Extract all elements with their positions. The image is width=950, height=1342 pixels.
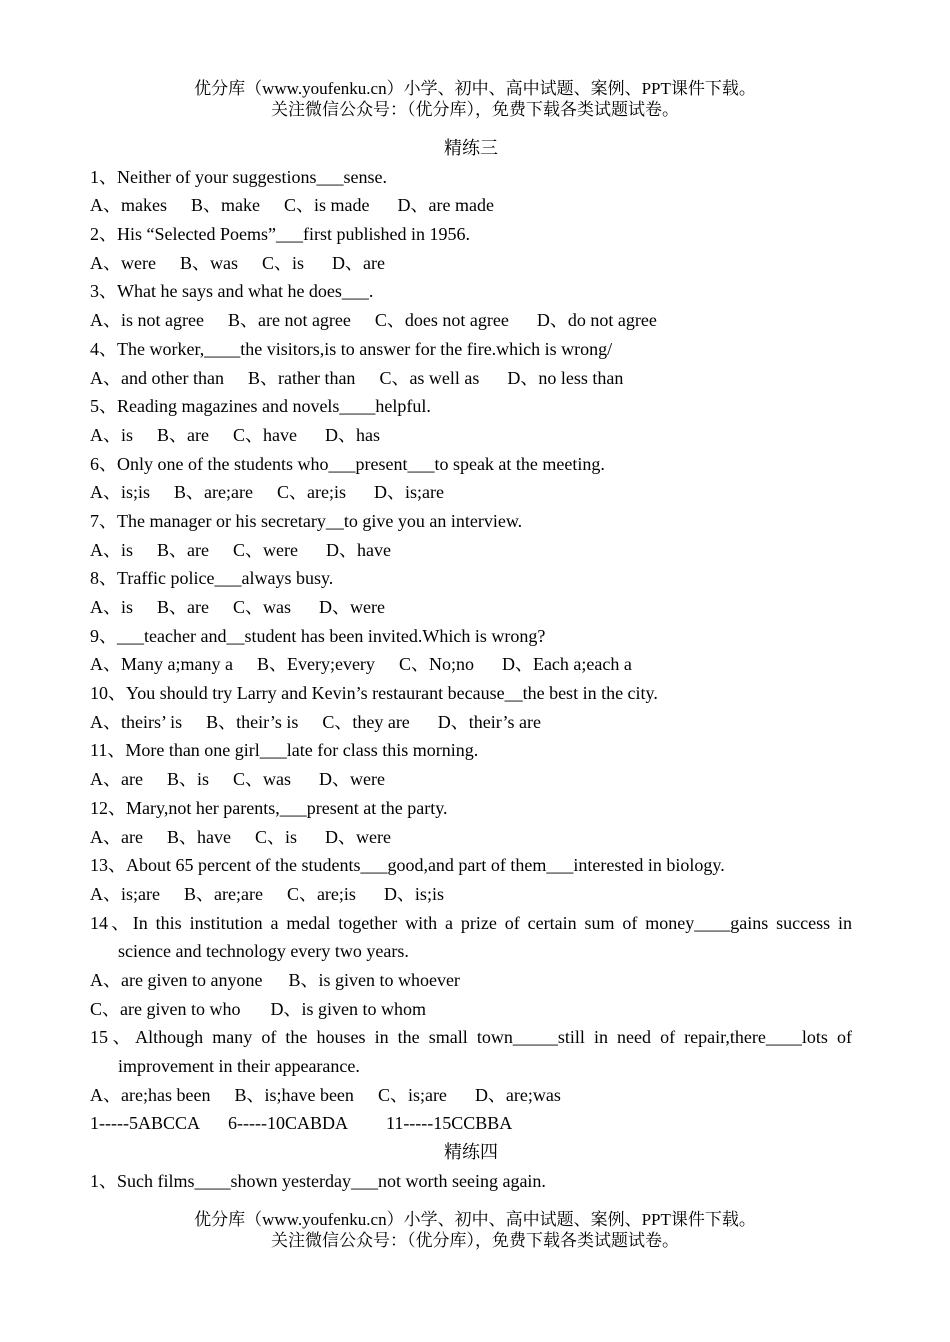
option-b: B、are;are: [174, 482, 253, 503]
question-6-options: [90, 478, 852, 507]
option-b: B、was: [179, 252, 238, 273]
option-d: D、were: [319, 769, 385, 790]
option-d: D、is;is: [383, 883, 444, 904]
option-c: C、No;no: [398, 654, 474, 675]
option-c: C、is: [254, 826, 297, 847]
page-header: [0, 78, 950, 120]
option-c: C、have: [233, 424, 297, 445]
option-a: A、are: [90, 769, 143, 790]
question-10-options: [90, 708, 852, 737]
question-14-line-1: 14、In this institution a medal together with a prize of certain sum of money____gains success in: [90, 912, 852, 933]
option-d: D、have: [325, 539, 391, 560]
question-4: 4、The worker,____the visitors,is to answer for the fire.which is wrong/: [90, 338, 613, 359]
option-d: D、has: [324, 424, 380, 445]
option-d: D、no less than: [507, 367, 624, 388]
option-b: B、is given to whoever: [288, 969, 460, 990]
question-7-options: [90, 536, 852, 565]
option-c: C、they are: [322, 711, 410, 732]
question-15-line-1: 15、Although many of the houses in the small town_____still in need of repair,there____lots of: [90, 1027, 852, 1048]
option-d: D、is given to whom: [270, 998, 426, 1019]
question-2-options: [90, 249, 852, 278]
answer-group-3: 11-----15CCBBA: [385, 1113, 513, 1134]
option-a: A、and other than: [90, 367, 224, 388]
answer-group-2: 6-----10CABDA: [228, 1113, 348, 1134]
option-a: A、Many a;many a: [90, 654, 233, 675]
option-a: A、theirs’ is: [90, 711, 183, 732]
option-c: C、as well as: [379, 367, 480, 388]
option-c: C、is: [261, 252, 304, 273]
option-c: C、are;is: [286, 883, 356, 904]
header-line-1: 优分库（www.youfenku.cn）小学、初中、高中试题、案例、PPT课件下载。: [194, 79, 756, 98]
question-14-options-row-2: [90, 995, 852, 1024]
question-2: 2、His “Selected Poems”___first published in 1956.: [90, 224, 470, 245]
option-a: A、makes: [90, 195, 167, 216]
option-a: A、is: [90, 424, 134, 445]
option-a: A、is: [90, 539, 134, 560]
question-11: 11、More than one girl___late for class this morning.: [90, 740, 479, 761]
option-d: D、their’s are: [437, 711, 541, 732]
section-title-4: 精练四: [444, 1142, 498, 1163]
question-9: 9、___teacher and__student has been invited.Which is wrong?: [90, 625, 546, 646]
question-3-options: [90, 306, 852, 335]
question-1: 1、Neither of your suggestions___sense.: [90, 166, 387, 187]
option-a: A、is not agree: [90, 310, 204, 331]
question-8-options: [90, 593, 852, 622]
option-c: C、were: [233, 539, 298, 560]
question-9-options: [90, 650, 852, 679]
question-15-options: [90, 1081, 852, 1110]
option-c: C、does not agree: [374, 310, 509, 331]
question-13-options: [90, 880, 852, 909]
option-b: B、are: [157, 539, 209, 560]
question-13: 13、About 65 percent of the students___good,and part of them___interested in biology.: [90, 855, 725, 876]
question-12: 12、Mary,not her parents,___present at the party.: [90, 797, 448, 818]
option-b: B、are;are: [183, 883, 263, 904]
option-c: C、are given to who: [90, 998, 241, 1019]
option-b: B、is: [166, 769, 209, 790]
option-c: C、was: [233, 597, 291, 617]
option-a: A、were: [90, 252, 156, 273]
option-c: C、was: [233, 769, 291, 790]
option-d: D、do not agree: [536, 310, 657, 331]
option-c: C、is made: [283, 195, 370, 216]
question-5-options: [90, 421, 852, 450]
option-b: B、are: [157, 597, 209, 617]
question-10: 10、You should try Larry and Kevin’s restaurant because__the best in the city.: [90, 683, 658, 704]
question-14-line-2: science and technology every two years.: [118, 941, 409, 962]
option-b: B、Every;every: [256, 654, 375, 675]
option-b: B、is;have been: [234, 1084, 354, 1105]
option-b: B、their’s is: [206, 711, 299, 732]
option-d: D、is;are: [373, 482, 444, 503]
question-3: 3、What he says and what he does___.: [90, 281, 374, 302]
option-a: A、is;is: [90, 482, 151, 503]
option-b: B、have: [166, 826, 231, 847]
option-c: C、is;are: [377, 1084, 447, 1105]
section-title: 精练三: [444, 138, 498, 158]
question-list: [90, 163, 852, 909]
question-15-line-2: improvement in their appearance.: [118, 1056, 360, 1076]
option-a: A、are: [90, 826, 143, 847]
exercise-body: [90, 134, 852, 1195]
option-b: B、make: [190, 195, 260, 216]
footer-line-2: 关注微信公众号：（优分库），免费下载各类试题试卷。: [271, 1231, 679, 1250]
option-d: D、were: [324, 826, 391, 847]
question-7: 7、The manager or his secretary__to give you an interview.: [90, 510, 523, 531]
answer-key: [90, 1109, 852, 1138]
page-footer: [0, 1209, 950, 1251]
question-14-options-row-1: [90, 966, 852, 995]
answer-group-1: 1-----5ABCCA: [90, 1113, 200, 1134]
option-b: B、are not agree: [227, 310, 351, 331]
option-b: B、are: [157, 424, 209, 445]
option-d: D、are: [332, 252, 385, 273]
question-11-options: [90, 765, 852, 794]
option-c: C、are;is: [276, 482, 346, 503]
header-line-2: 关注微信公众号：（优分库），免费下载各类试题试卷。: [271, 100, 679, 119]
option-d: D、are made: [397, 195, 494, 216]
question-1-options: [90, 191, 852, 220]
question-8: 8、Traffic police___always busy.: [90, 568, 334, 589]
section-4-question-1: 1、Such films____shown yesterday___not worth seeing again.: [90, 1170, 546, 1191]
option-a: A、is: [90, 597, 134, 617]
option-a: A、are given to anyone: [90, 969, 263, 990]
option-a: A、is;are: [90, 883, 160, 904]
option-d: D、are;was: [474, 1084, 561, 1105]
option-b: B、rather than: [247, 367, 356, 388]
option-a: A、are;has been: [90, 1084, 211, 1105]
option-d: D、Each a;each a: [501, 654, 632, 675]
footer-line-1: 优分库（www.youfenku.cn）小学、初中、高中试题、案例、PPT课件下载。: [194, 1210, 756, 1229]
question-12-options: [90, 823, 852, 852]
question-4-options: [90, 364, 852, 393]
question-6: 6、Only one of the students who___present___to speak at the meeting.: [90, 453, 605, 474]
question-5: 5、Reading magazines and novels____helpful.: [90, 396, 431, 417]
option-d: D、were: [319, 597, 385, 617]
